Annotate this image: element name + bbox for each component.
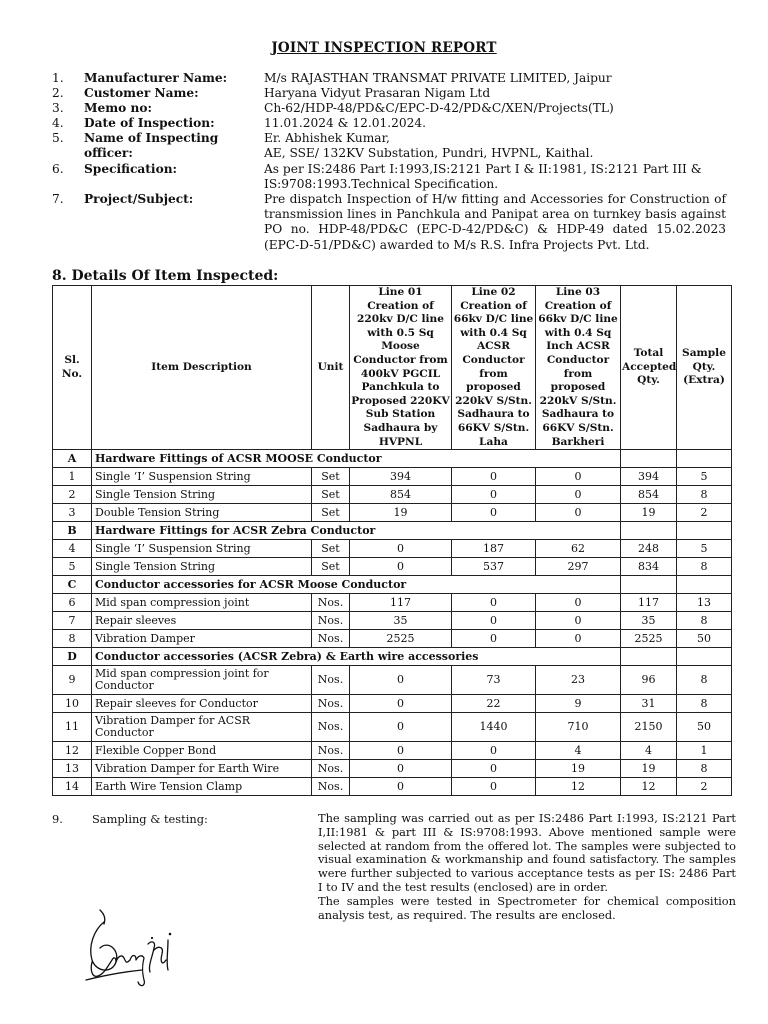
line3-qty-cell: 297 <box>536 558 621 576</box>
description-cell: Double Tension String <box>92 504 312 522</box>
line2-qty-cell: 0 <box>452 486 536 504</box>
section-row-b <box>53 522 732 540</box>
description-cell: Repair sleeves for Conductor <box>92 695 312 713</box>
line1-qty-cell: 0 <box>350 713 452 742</box>
field-number-4: 4. <box>52 116 64 130</box>
sl-cell: 3 <box>53 504 92 522</box>
col-header-unit: Unit <box>312 286 350 450</box>
section-8-title: 8. Details Of Item Inspected <box>52 268 274 284</box>
line2-qty-cell: 22 <box>452 695 536 713</box>
table-row <box>53 504 732 522</box>
inspection-date-value: 11.01.2024 & 12.01.2024. <box>264 116 427 130</box>
total-qty-cell: 96 <box>621 666 677 695</box>
line1-qty-cell: 19 <box>350 504 452 522</box>
col-header-total: Total Accepted Qty. <box>621 286 677 450</box>
report-title: JOINT INSPECTION REPORT <box>271 40 497 56</box>
sl-cell: 12 <box>53 742 92 760</box>
sample-qty-cell: 8 <box>677 612 732 630</box>
line2-qty-cell: 537 <box>452 558 536 576</box>
line3-qty-cell: 710 <box>536 713 621 742</box>
section-blank-cell <box>621 648 677 666</box>
line2-qty-cell: 187 <box>452 540 536 558</box>
table-row <box>53 713 732 742</box>
sample-qty-cell: 8 <box>677 558 732 576</box>
specification-label: Specification: <box>84 162 178 176</box>
line1-qty-cell: 0 <box>350 742 452 760</box>
line1-qty-cell: 0 <box>350 666 452 695</box>
line1-qty-cell: 0 <box>350 778 452 796</box>
specification-value: As per IS:2486 Part I:1993,IS:2121 Part I & II:1981, IS:2121 Part III & IS:9708:1993.Technical Specification. <box>264 162 702 192</box>
line1-qty-cell: 0 <box>350 760 452 778</box>
table-row <box>53 558 732 576</box>
description-cell: Vibration Damper for ACSR Conductor <box>92 713 312 742</box>
sl-cell: 6 <box>53 594 92 612</box>
unit-cell: Set <box>312 486 350 504</box>
col-header-sl: Sl. No. <box>53 286 92 450</box>
customer-label: Customer Name: <box>84 86 199 100</box>
field-number-1: 1. <box>52 71 64 85</box>
section-row-d <box>53 648 732 666</box>
sample-qty-cell: 50 <box>677 630 732 648</box>
section-title: Conductor accessories for ACSR Moose Conductor <box>92 576 621 594</box>
field-number-6: 6. <box>52 162 64 176</box>
col-header-line2: Line 02 Creation of 66kv D/C line with 0.4 Sq ACSR Conductor from proposed 220kV S/Stn. Sadhaura to 66KV S/Stn. Laha <box>452 286 536 450</box>
sl-cell: 14 <box>53 778 92 796</box>
line2-qty-cell: 0 <box>452 760 536 778</box>
description-cell: Single Tension String <box>92 486 312 504</box>
officer-name: Er. Abhishek Kumar, <box>264 131 390 145</box>
col-header-sample: Sample Qty. (Extra) <box>677 286 732 450</box>
line2-qty-cell: 0 <box>452 630 536 648</box>
description-cell: Mid span compression joint <box>92 594 312 612</box>
line2-qty-cell: 0 <box>452 742 536 760</box>
total-qty-cell: 19 <box>621 504 677 522</box>
sample-qty-cell: 2 <box>677 778 732 796</box>
sl-cell: 11 <box>53 713 92 742</box>
total-qty-cell: 2150 <box>621 713 677 742</box>
total-qty-cell: 12 <box>621 778 677 796</box>
description-cell: Vibration Damper <box>92 630 312 648</box>
description-cell: Vibration Damper for Earth Wire <box>92 760 312 778</box>
field-number-5: 5. <box>52 131 64 145</box>
table-row <box>53 468 732 486</box>
total-qty-cell: 854 <box>621 486 677 504</box>
section-blank-cell <box>621 450 677 468</box>
sample-qty-cell: 8 <box>677 666 732 695</box>
section-9-label: Sampling & testing: <box>92 812 208 826</box>
field-number-3: 3. <box>52 101 64 115</box>
line3-qty-cell: 0 <box>536 486 621 504</box>
sl-cell: 4 <box>53 540 92 558</box>
section-blank-cell <box>677 450 732 468</box>
officer-designation: AE, SSE/ 132KV Substation, Pundri, HVPNL, Kaithal. <box>264 146 594 161</box>
total-qty-cell: 19 <box>621 760 677 778</box>
description-cell: Mid span compression joint for Conductor <box>92 666 312 695</box>
description-cell: Single Tension String <box>92 558 312 576</box>
total-qty-cell: 35 <box>621 612 677 630</box>
line3-qty-cell: 62 <box>536 540 621 558</box>
sampling-paragraph: The sampling was carried out as per IS:2486 Part I:1993, IS:2121 Part I,II:1981 & part III & IS:9708:1993. Above mentioned sample were selected at random from the offered lot. The samples were subjected to visual examination & workmanship and found satisfactory. The samples were further subjected to various acceptance tests as per IS: 2486 Part I to IV and the test results (enclosed) are in order. <box>318 811 736 894</box>
sl-cell: 7 <box>53 612 92 630</box>
table-row <box>53 486 732 504</box>
sample-qty-cell: 13 <box>677 594 732 612</box>
sl-cell: 13 <box>53 760 92 778</box>
line1-qty-cell: 2525 <box>350 630 452 648</box>
sl-cell: 10 <box>53 695 92 713</box>
line3-qty-cell: 19 <box>536 760 621 778</box>
total-qty-cell: 248 <box>621 540 677 558</box>
sample-qty-cell: 50 <box>677 713 732 742</box>
table-row <box>53 612 732 630</box>
line2-qty-cell: 0 <box>452 778 536 796</box>
col-header-description: Item Description <box>92 286 312 450</box>
table-row <box>53 742 732 760</box>
unit-cell: Nos. <box>312 594 350 612</box>
sample-qty-cell: 5 <box>677 540 732 558</box>
unit-cell: Nos. <box>312 713 350 742</box>
inspecting-officer-value <box>264 131 726 161</box>
total-qty-cell: 4 <box>621 742 677 760</box>
field-number-2: 2. <box>52 86 64 100</box>
col-header-line1: Line 01 Creation of 220kv D/C line with 0.5 Sq Moose Conductor from 400kV PGCIL Panchkula to Proposed 220KV Sub Station Sadhaura by HVPNL <box>350 286 452 450</box>
section-8-colon: : <box>273 268 279 284</box>
memo-value: Ch-62/HDP-48/PD&C/EPC-D-42/PD&C/XEN/Projects(TL) <box>264 101 614 115</box>
line3-qty-cell: 4 <box>536 742 621 760</box>
section-title: Conductor accessories (ACSR Zebra) & Earth wire accessories <box>92 648 621 666</box>
section-blank-cell <box>621 576 677 594</box>
line1-qty-cell: 117 <box>350 594 452 612</box>
line2-qty-cell: 73 <box>452 666 536 695</box>
project-label: Project/Subject: <box>84 192 194 206</box>
project-value: Pre dispatch Inspection of H/w fitting and Accessories for Construction of transmission lines in Panchkula and Panipat area on turnkey basis against PO no. HDP-48/PD&C (EPC-D-42/PD&C) & HDP-49 dated 15.02.2023 (EPC-D-51/PD&C) awarded to M/s R.S. Infra Projects Pvt. Ltd. <box>264 192 726 252</box>
section-9-text <box>318 812 736 922</box>
sl-cell: 2 <box>53 486 92 504</box>
manufacturer-label: Manufacturer Name: <box>84 71 228 85</box>
line2-qty-cell: 0 <box>452 612 536 630</box>
inspecting-officer-label <box>84 131 219 161</box>
items-table-body <box>53 450 732 796</box>
line1-qty-cell: 0 <box>350 695 452 713</box>
table-row <box>53 695 732 713</box>
line3-qty-cell: 0 <box>536 504 621 522</box>
section-blank-cell <box>621 522 677 540</box>
unit-cell: Nos. <box>312 760 350 778</box>
section-blank-cell <box>677 576 732 594</box>
line1-qty-cell: 0 <box>350 558 452 576</box>
sample-qty-cell: 5 <box>677 468 732 486</box>
unit-cell: Nos. <box>312 695 350 713</box>
section-9-number: 9. <box>52 812 63 826</box>
spectrometer-paragraph: The samples were tested in Spectrometer for chemical composition analysis test, as required. The results are enclosed. <box>318 893 736 922</box>
description-cell: Flexible Copper Bond <box>92 742 312 760</box>
line3-qty-cell: 9 <box>536 695 621 713</box>
line1-qty-cell: 0 <box>350 540 452 558</box>
total-qty-cell: 394 <box>621 468 677 486</box>
description-cell: Earth Wire Tension Clamp <box>92 778 312 796</box>
line3-qty-cell: 0 <box>536 594 621 612</box>
sample-qty-cell: 1 <box>677 742 732 760</box>
items-table <box>52 285 732 796</box>
section-blank-cell <box>677 648 732 666</box>
section-title: Hardware Fittings for ACSR Zebra Conductor <box>92 522 621 540</box>
unit-cell: Set <box>312 558 350 576</box>
line2-qty-cell: 0 <box>452 504 536 522</box>
section-id: A <box>53 450 92 468</box>
unit-cell: Nos. <box>312 742 350 760</box>
line3-qty-cell: 12 <box>536 778 621 796</box>
unit-cell: Nos. <box>312 630 350 648</box>
sl-cell: 8 <box>53 630 92 648</box>
total-qty-cell: 31 <box>621 695 677 713</box>
sl-cell: 9 <box>53 666 92 695</box>
total-qty-cell: 117 <box>621 594 677 612</box>
handwritten-signature <box>82 900 192 990</box>
table-row <box>53 594 732 612</box>
inspecting-officer-label-text: Name of Inspecting officer: <box>84 131 219 161</box>
unit-cell: Set <box>312 504 350 522</box>
unit-cell: Nos. <box>312 778 350 796</box>
table-row <box>53 666 732 695</box>
unit-cell: Set <box>312 540 350 558</box>
unit-cell: Set <box>312 468 350 486</box>
line1-qty-cell: 854 <box>350 486 452 504</box>
description-cell: Repair sleeves <box>92 612 312 630</box>
section-title: Hardware Fittings of ACSR MOOSE Conductor <box>92 450 621 468</box>
sample-qty-cell: 8 <box>677 695 732 713</box>
sample-qty-cell: 8 <box>677 760 732 778</box>
inspection-date-label: Date of Inspection: <box>84 116 215 130</box>
description-cell: Single ‘I’ Suspension String <box>92 540 312 558</box>
table-row <box>53 760 732 778</box>
unit-cell: Nos. <box>312 666 350 695</box>
manufacturer-value: M/s RAJASTHAN TRANSMAT PRIVATE LIMITED, Jaipur <box>264 71 612 85</box>
section-row-a <box>53 450 732 468</box>
line3-qty-cell: 23 <box>536 666 621 695</box>
section-row-c <box>53 576 732 594</box>
table-row <box>53 540 732 558</box>
total-qty-cell: 2525 <box>621 630 677 648</box>
table-row <box>53 630 732 648</box>
sl-cell: 5 <box>53 558 92 576</box>
sl-cell: 1 <box>53 468 92 486</box>
line2-qty-cell: 0 <box>452 468 536 486</box>
line3-qty-cell: 0 <box>536 630 621 648</box>
col-header-line3: Line 03 Creation of 66kv D/C line with 0.4 Sq Inch ACSR Conductor from proposed 220kV S/Stn. Sadhaura to 66KV S/Stn. Barkheri <box>536 286 621 450</box>
line3-qty-cell: 0 <box>536 612 621 630</box>
unit-cell: Nos. <box>312 612 350 630</box>
sample-qty-cell: 8 <box>677 486 732 504</box>
table-row <box>53 778 732 796</box>
line2-qty-cell: 0 <box>452 594 536 612</box>
description-cell: Single ‘I’ Suspension String <box>92 468 312 486</box>
section-id: B <box>53 522 92 540</box>
line1-qty-cell: 35 <box>350 612 452 630</box>
total-qty-cell: 834 <box>621 558 677 576</box>
line2-qty-cell: 1440 <box>452 713 536 742</box>
sample-qty-cell: 2 <box>677 504 732 522</box>
line3-qty-cell: 0 <box>536 468 621 486</box>
section-8-heading <box>52 268 278 284</box>
field-number-7: 7. <box>52 192 64 206</box>
section-id: D <box>53 648 92 666</box>
memo-label: Memo no: <box>84 101 153 115</box>
section-id: C <box>53 576 92 594</box>
customer-value: Haryana Vidyut Prasaran Nigam Ltd <box>264 86 491 100</box>
section-blank-cell <box>677 522 732 540</box>
line1-qty-cell: 394 <box>350 468 452 486</box>
